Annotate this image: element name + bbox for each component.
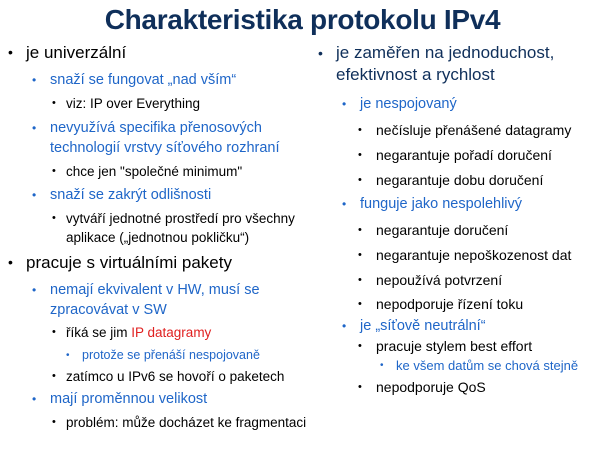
list-item: • chce jen "společné minimum" bbox=[52, 164, 243, 179]
bullet-icon: • bbox=[32, 188, 37, 202]
list-item: • nepoužívá potvrzení bbox=[358, 272, 503, 288]
bullet-icon: • bbox=[342, 197, 347, 211]
list-item: • negarantuje pořadí doručení bbox=[358, 147, 552, 163]
list-item: • zatímco u IPv6 se hovoří o paketech bbox=[52, 369, 285, 384]
bullet-icon: • bbox=[66, 350, 70, 361]
list-item: • vytváří jednotné prostředí pro všechny aplikace („jednotnou pokličku“) bbox=[52, 211, 295, 245]
highlighted-term: IP datagramy bbox=[131, 325, 212, 340]
list-item: • říká se jim IP datagramy bbox=[52, 325, 212, 340]
list-item: • je univerzální bbox=[8, 43, 127, 62]
bullet-icon: • bbox=[8, 44, 13, 60]
list-item: • ke všem datům se chová stejně bbox=[380, 358, 579, 373]
list-item: • pracuje stylem best effort bbox=[358, 338, 533, 354]
list-item: • nepodporuje QoS bbox=[358, 379, 486, 395]
slide-title: Charakteristika protokolu IPv4 bbox=[104, 4, 501, 35]
list-item: • negarantuje doručení bbox=[358, 222, 509, 238]
bullet-icon: • bbox=[342, 319, 347, 333]
list-item: • je „síťově neutrální“ bbox=[342, 318, 486, 334]
bullet-icon: • bbox=[358, 340, 362, 352]
list-item: • problém: může docházet ke fragmentaci bbox=[52, 415, 307, 430]
list-item: • negarantuje dobu doručení bbox=[358, 172, 544, 188]
bullet-icon: • bbox=[32, 121, 37, 135]
list-item: • snaží se zakrýt odlišnosti bbox=[32, 187, 212, 203]
bullet-icon: • bbox=[52, 97, 56, 109]
list-item: • mají proměnnou velikost bbox=[32, 391, 208, 407]
list-item: • nemají ekvivalent v HW, musí se zpracovávat v SW bbox=[32, 282, 260, 318]
bullet-icon: • bbox=[358, 298, 362, 310]
list-item: • je nespojovaný bbox=[342, 96, 457, 112]
bullet-icon: • bbox=[358, 249, 362, 261]
bullet-icon: • bbox=[8, 254, 13, 270]
bullet-icon: • bbox=[380, 360, 384, 371]
list-item: • negarantuje nepoškozenost dat bbox=[358, 247, 572, 263]
bullet-icon: • bbox=[32, 392, 37, 406]
bullet-icon: • bbox=[52, 212, 56, 224]
bullet-icon: • bbox=[342, 97, 347, 111]
list-item: • protože se přenáší nespojovaně bbox=[66, 348, 260, 362]
bullet-icon: • bbox=[358, 174, 362, 186]
list-item: • je zaměřen na jednoduchost, efektivnost a rychlost bbox=[318, 43, 555, 84]
list-item: • nepodporuje řízení toku bbox=[358, 296, 524, 312]
list-item: • nečísluje přenášené datagramy bbox=[358, 122, 572, 138]
bullet-icon: • bbox=[358, 224, 362, 236]
list-item: • pracuje s virtuálními pakety bbox=[8, 253, 232, 272]
bullet-icon: • bbox=[32, 73, 37, 87]
bullet-icon: • bbox=[52, 416, 56, 428]
bullet-icon: • bbox=[358, 381, 362, 393]
bullet-icon: • bbox=[52, 370, 56, 382]
bullet-icon: • bbox=[318, 45, 323, 61]
list-item: • snaží se fungovat „nad vším“ bbox=[32, 72, 237, 88]
bullet-icon: • bbox=[32, 283, 37, 297]
list-item: • funguje jako nespolehlivý bbox=[342, 196, 523, 212]
list-item: • nevyužívá specifika přenosových technologií vrstvy síťového rozhraní bbox=[32, 120, 280, 156]
bullet-icon: • bbox=[358, 124, 362, 136]
list-item: • viz: IP over Everything bbox=[52, 96, 201, 111]
bullet-icon: • bbox=[358, 274, 362, 286]
bullet-icon: • bbox=[52, 165, 56, 177]
bullet-icon: • bbox=[358, 149, 362, 161]
bullet-icon: • bbox=[52, 326, 56, 338]
